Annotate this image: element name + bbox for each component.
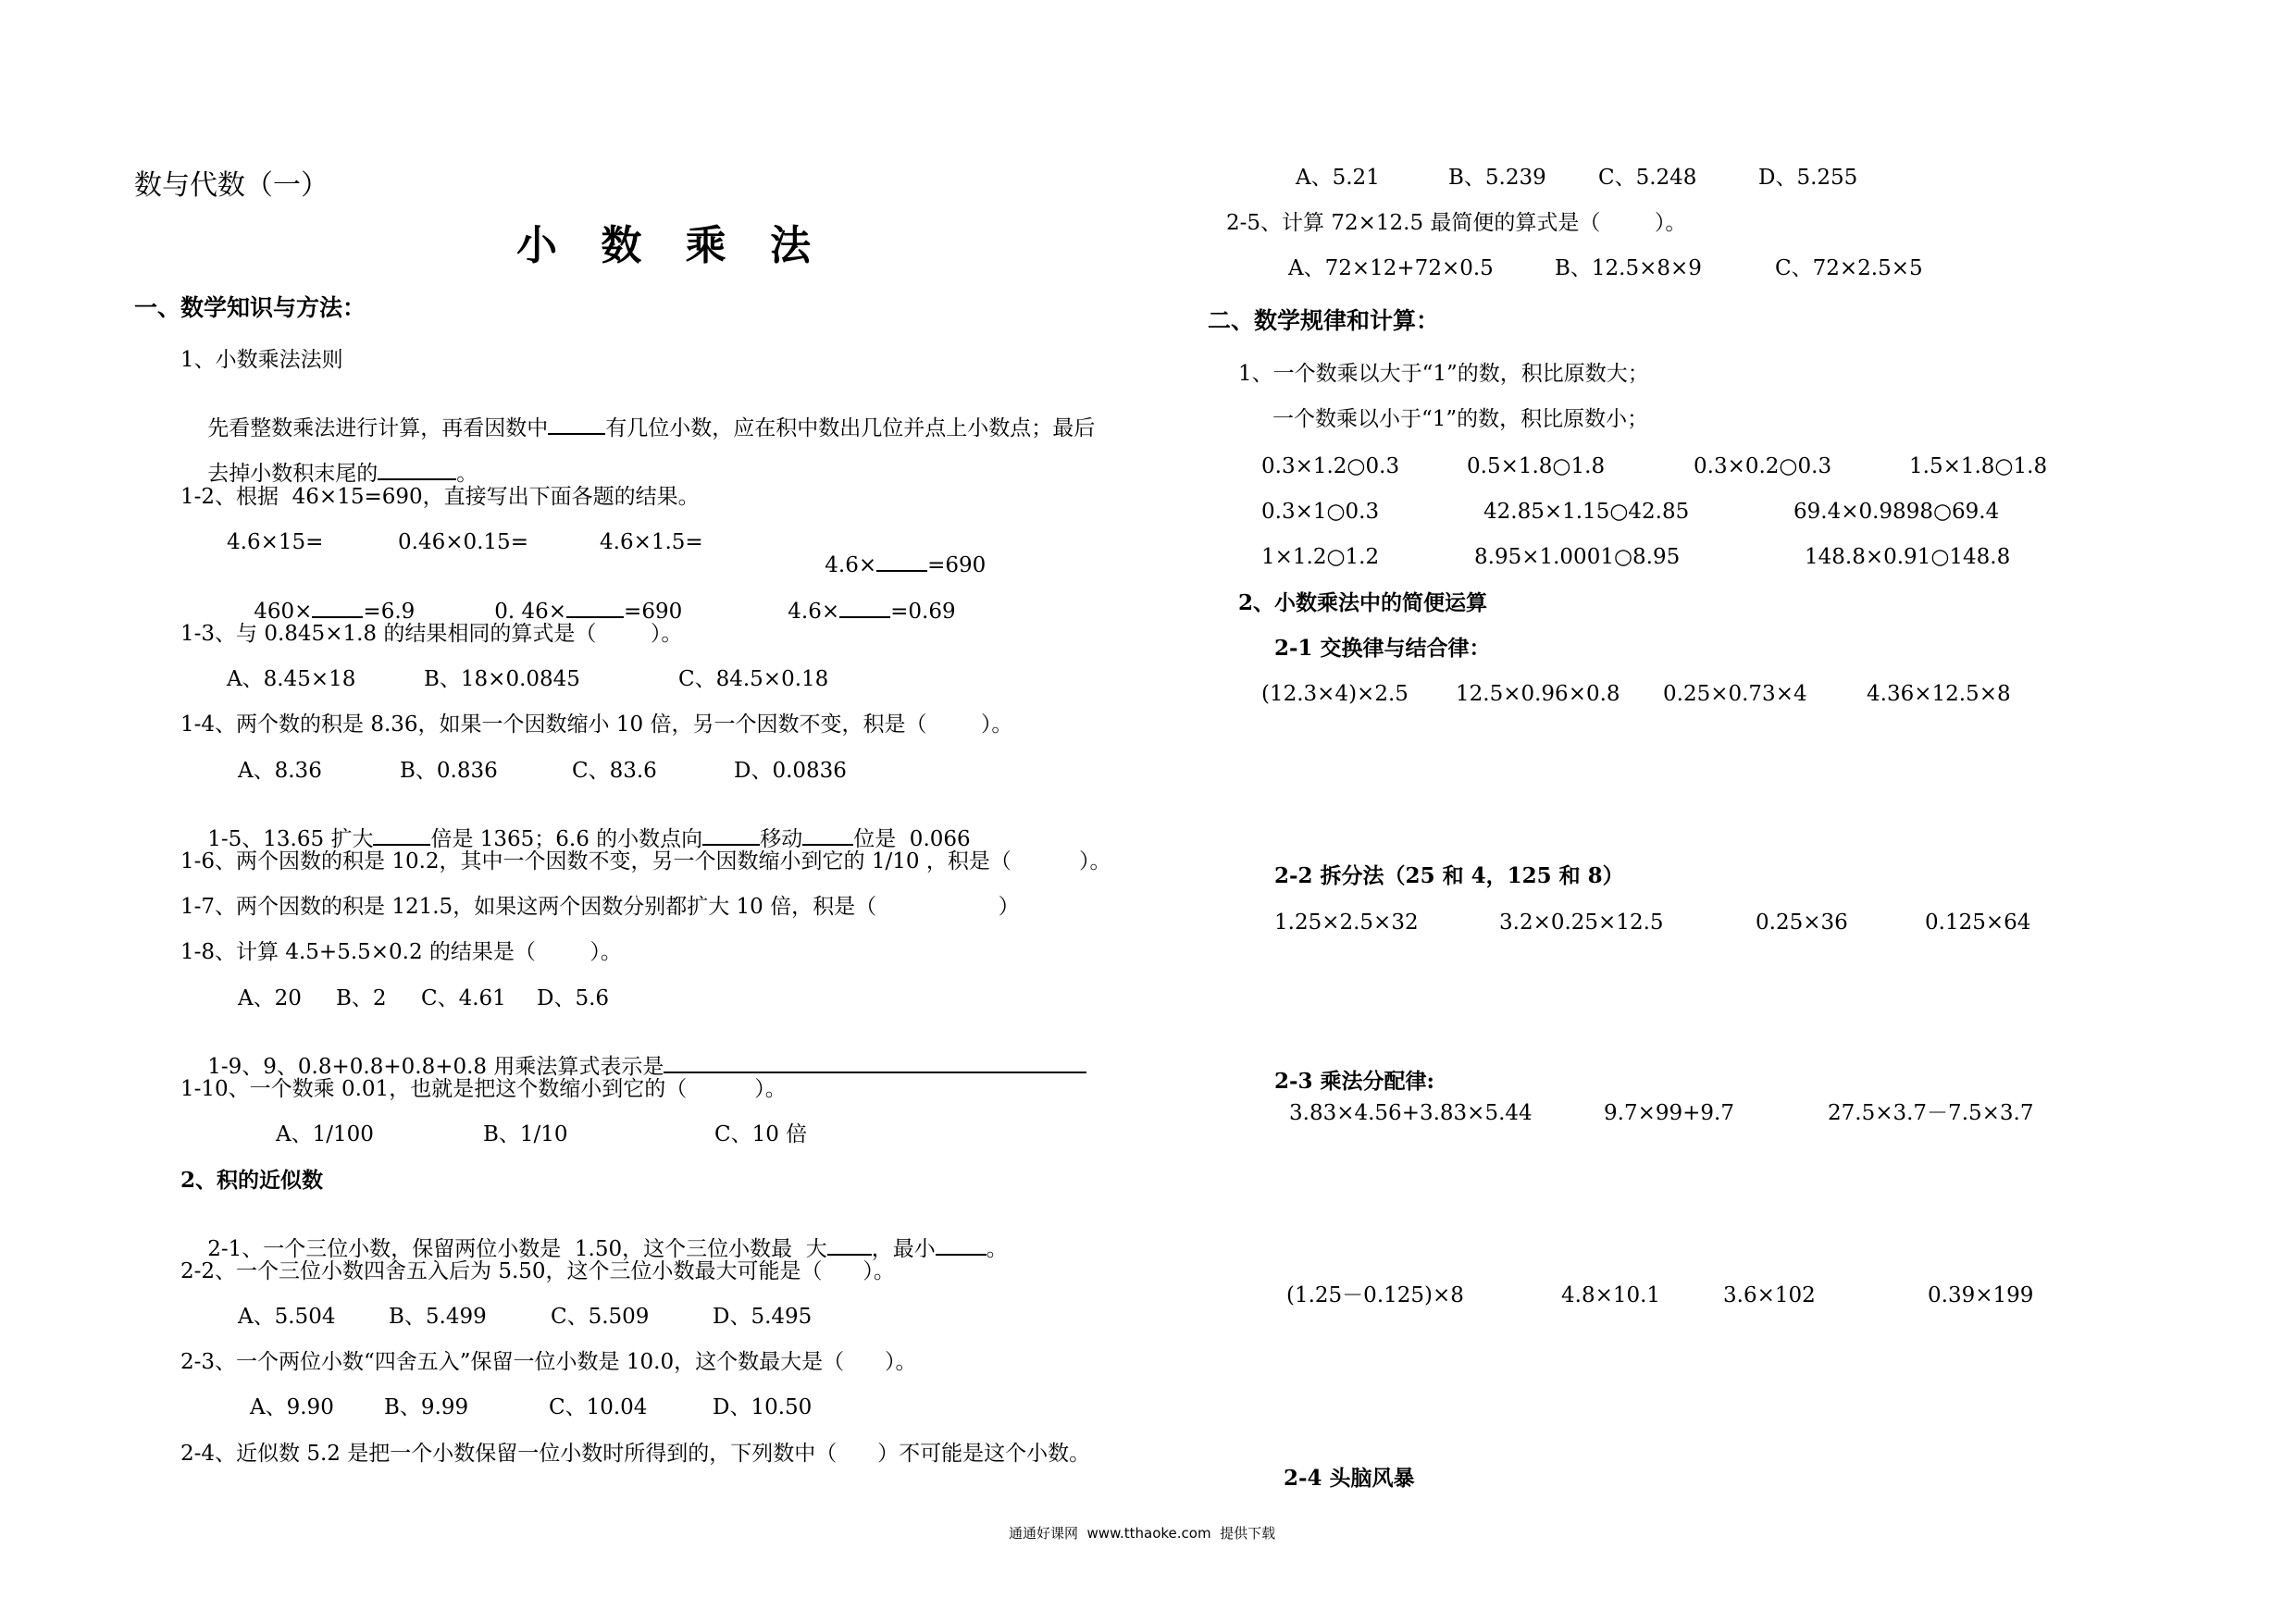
blank xyxy=(702,827,760,846)
answer-item: 4.6× =690 xyxy=(825,553,987,577)
blank xyxy=(876,553,927,572)
choice-option: C、10 倍 xyxy=(714,1122,808,1146)
choice-option: A、8.45×18 xyxy=(227,667,356,691)
choice-option: D、0.0836 xyxy=(734,759,847,783)
choice-option: B、9.99 xyxy=(384,1395,469,1419)
choice-option: B、0.836 xyxy=(400,759,498,783)
choice-option: D、5.495 xyxy=(713,1305,813,1329)
subsection-heading: 2-3 乘法分配律: xyxy=(1274,1069,1435,1094)
blank xyxy=(936,1237,987,1256)
page-title: 小 数 乘 法 xyxy=(516,222,825,269)
section-heading-2: 二、数学规律和计算： xyxy=(1208,307,1440,334)
question-line: 2-4、近似数 5.2 是把一个小数保留一位小数时所得到的，下列数中（ ）不可能是这个小数。 xyxy=(180,1442,1091,1466)
answer-item: 0. 46× =690 xyxy=(494,600,683,624)
choice-option: A、9.90 xyxy=(250,1395,334,1419)
question-line: 1-2、根据 46×15=690，直接写出下面各题的结果。 xyxy=(180,485,700,509)
blank xyxy=(312,600,363,618)
choice-option: B、12.5×8×9 xyxy=(1555,256,1702,280)
answer-item: 4.6× =0.69 xyxy=(788,600,956,624)
calc-item: (1.25－0.125)×8 xyxy=(1286,1283,1464,1307)
question-line: 1-9、9、0.8+0.8+0.8+0.8 用乘法算式表示是 xyxy=(180,1034,1086,1099)
choice-option: B、1/10 xyxy=(483,1122,568,1146)
compare-item: 0.3×1.2○0.3 xyxy=(1261,454,1400,478)
calc-item: 1.25×2.5×32 xyxy=(1274,911,1419,935)
choice-option: B、5.499 xyxy=(389,1305,487,1329)
calc-item: 0.39×199 xyxy=(1928,1283,2034,1307)
answer-item: 0.46×0.15= xyxy=(398,530,528,554)
blank xyxy=(802,827,853,846)
compare-item: 1×1.2○1.2 xyxy=(1261,545,1380,569)
compare-item: 69.4×0.9898○69.4 xyxy=(1793,500,2000,524)
question-line: 去掉小数积末尾的 。 xyxy=(207,462,478,486)
choice-option: C、10.04 xyxy=(549,1395,648,1419)
section-header: 数与代数（一） xyxy=(134,169,329,202)
blank xyxy=(566,600,624,618)
blank xyxy=(839,600,890,618)
calc-item: 4.8×10.1 xyxy=(1561,1283,1661,1307)
subsection-heading: 2-2 拆分法（25 和 4，125 和 8） xyxy=(1274,863,1624,888)
choice-option: C、5.509 xyxy=(551,1305,650,1329)
choice-option: A、20 xyxy=(238,986,302,1010)
section-heading-1: 一、数学知识与方法： xyxy=(134,294,366,321)
choice-option: D、5.255 xyxy=(1758,166,1858,190)
compare-item: 0.3×0.2○0.3 xyxy=(1694,454,1832,478)
question-line: 一个数乘以小于“1”的数，积比原数小； xyxy=(1272,407,1649,431)
answer-item: 4.6×1.5= xyxy=(600,530,703,554)
choice-option: B、2 xyxy=(336,986,387,1010)
blank xyxy=(664,1055,1086,1073)
choice-option: A、1/100 xyxy=(276,1122,374,1146)
blank xyxy=(548,416,605,435)
choice-option: D、10.50 xyxy=(713,1395,813,1419)
question-line: 1-4、两个数的积是 8.36，如果一个因数缩小 10 倍，另一个因数不变，积是（ ）。 xyxy=(180,712,1013,737)
question-line: 2-3、一个两位小数“四舍五入”保留一位小数是 10.0，这个数最大是（ ）。 xyxy=(180,1350,917,1374)
question-line: 1-5、13.65 扩大 倍是 1365；6.6 的小数点向 移动 位是 0.066 xyxy=(207,827,971,851)
compare-item: 42.85×1.15○42.85 xyxy=(1483,500,1690,524)
question-line: 1、一个数乘以大于“1”的数，积比原数大； xyxy=(1238,362,1649,386)
choice-option: B、5.239 xyxy=(1448,166,1546,190)
choice-option: C、84.5×0.18 xyxy=(678,667,829,691)
subsection-heading: 2、小数乘法中的简便运算 xyxy=(1238,590,1488,615)
answer-item: 4.6×15= xyxy=(227,530,324,554)
question-line: 1-7、两个因数的积是 121.5，如果这两个因数分别都扩大 10 倍，积是（ ） xyxy=(180,895,1020,919)
choice-option: C、83.6 xyxy=(572,759,657,783)
question-line: 1、小数乘法法则 xyxy=(180,348,343,372)
question-line: 1-10、一个数乘 0.01，也就是把这个数缩小到它的（ ）。 xyxy=(180,1077,787,1101)
calc-item: 0.25×36 xyxy=(1756,911,1848,935)
choice-option: D、5.6 xyxy=(537,986,610,1010)
subsection-heading: 2-1 交换律与结合律： xyxy=(1274,636,1491,661)
question-line: 2-2、一个三位小数四舍五入后为 5.50，这个三位小数最大可能是（ ）。 xyxy=(180,1259,895,1283)
blank xyxy=(373,827,430,846)
choice-option: A、5.504 xyxy=(238,1305,336,1329)
calc-item: 9.7×99+9.7 xyxy=(1604,1101,1734,1125)
calc-item: 3.6×102 xyxy=(1723,1283,1816,1307)
subsection-heading: 2、积的近似数 xyxy=(180,1168,324,1193)
choice-option: A、8.36 xyxy=(238,759,322,783)
question-line: 1-3、与 0.845×1.8 的结果相同的算式是（ ）。 xyxy=(180,622,683,646)
compare-item: 148.8×0.91○148.8 xyxy=(1805,545,2011,569)
choice-option: C、4.61 xyxy=(421,986,506,1010)
choice-option: C、72×2.5×5 xyxy=(1775,256,1923,280)
answer-item: 460× =6.9 xyxy=(254,600,416,624)
compare-item: 8.95×1.0001○8.95 xyxy=(1474,545,1681,569)
question-line: 2-5、计算 72×12.5 最简便的算式是（ ）。 xyxy=(1226,211,1687,235)
calc-item: 0.125×64 xyxy=(1925,911,2031,935)
blank xyxy=(827,1237,872,1256)
compare-item: 1.5×1.8○1.8 xyxy=(1909,454,2048,478)
calc-item: 4.36×12.5×8 xyxy=(1867,682,2011,706)
compare-item: 0.5×1.8○1.8 xyxy=(1467,454,1606,478)
choice-option: C、5.248 xyxy=(1598,166,1697,190)
blank xyxy=(378,462,456,480)
calc-item: 3.83×4.56+3.83×5.44 xyxy=(1289,1101,1533,1125)
calc-item: 27.5×3.7－7.5×3.7 xyxy=(1828,1101,2034,1125)
question-line: 1-8、计算 4.5+5.5×0.2 的结果是（ ）。 xyxy=(180,940,622,964)
question-line: 2-1、一个三位小数，保留两位小数是 1.50，这个三位小数最 大 ，最小 。 xyxy=(207,1237,1008,1261)
footer-credit: 通通好课网 www.tthaoke.com 提供下载 xyxy=(1009,1525,1276,1542)
calc-item: (12.3×4)×2.5 xyxy=(1261,682,1409,706)
choice-option: A、72×12+72×0.5 xyxy=(1288,256,1494,280)
question-line: 先看整数乘法进行计算，再看因数中 有几位小数，应在积中数出几位并点上小数点；最后 xyxy=(207,416,1096,440)
compare-item: 0.3×1○0.3 xyxy=(1261,500,1380,524)
choice-option: A、5.21 xyxy=(1296,166,1380,190)
calc-item: 3.2×0.25×12.5 xyxy=(1499,911,1664,935)
choice-option: B、18×0.0845 xyxy=(424,667,580,691)
calc-item: 0.25×0.73×4 xyxy=(1663,682,1807,706)
subsection-heading: 2-4 头脑风暴 xyxy=(1284,1466,1415,1491)
question-line: 1-6、两个因数的积是 10.2，其中一个因数不变，另一个因数缩小到它的 1/10 ，积是（ ）。 xyxy=(180,849,1111,873)
calc-item: 12.5×0.96×0.8 xyxy=(1456,682,1620,706)
